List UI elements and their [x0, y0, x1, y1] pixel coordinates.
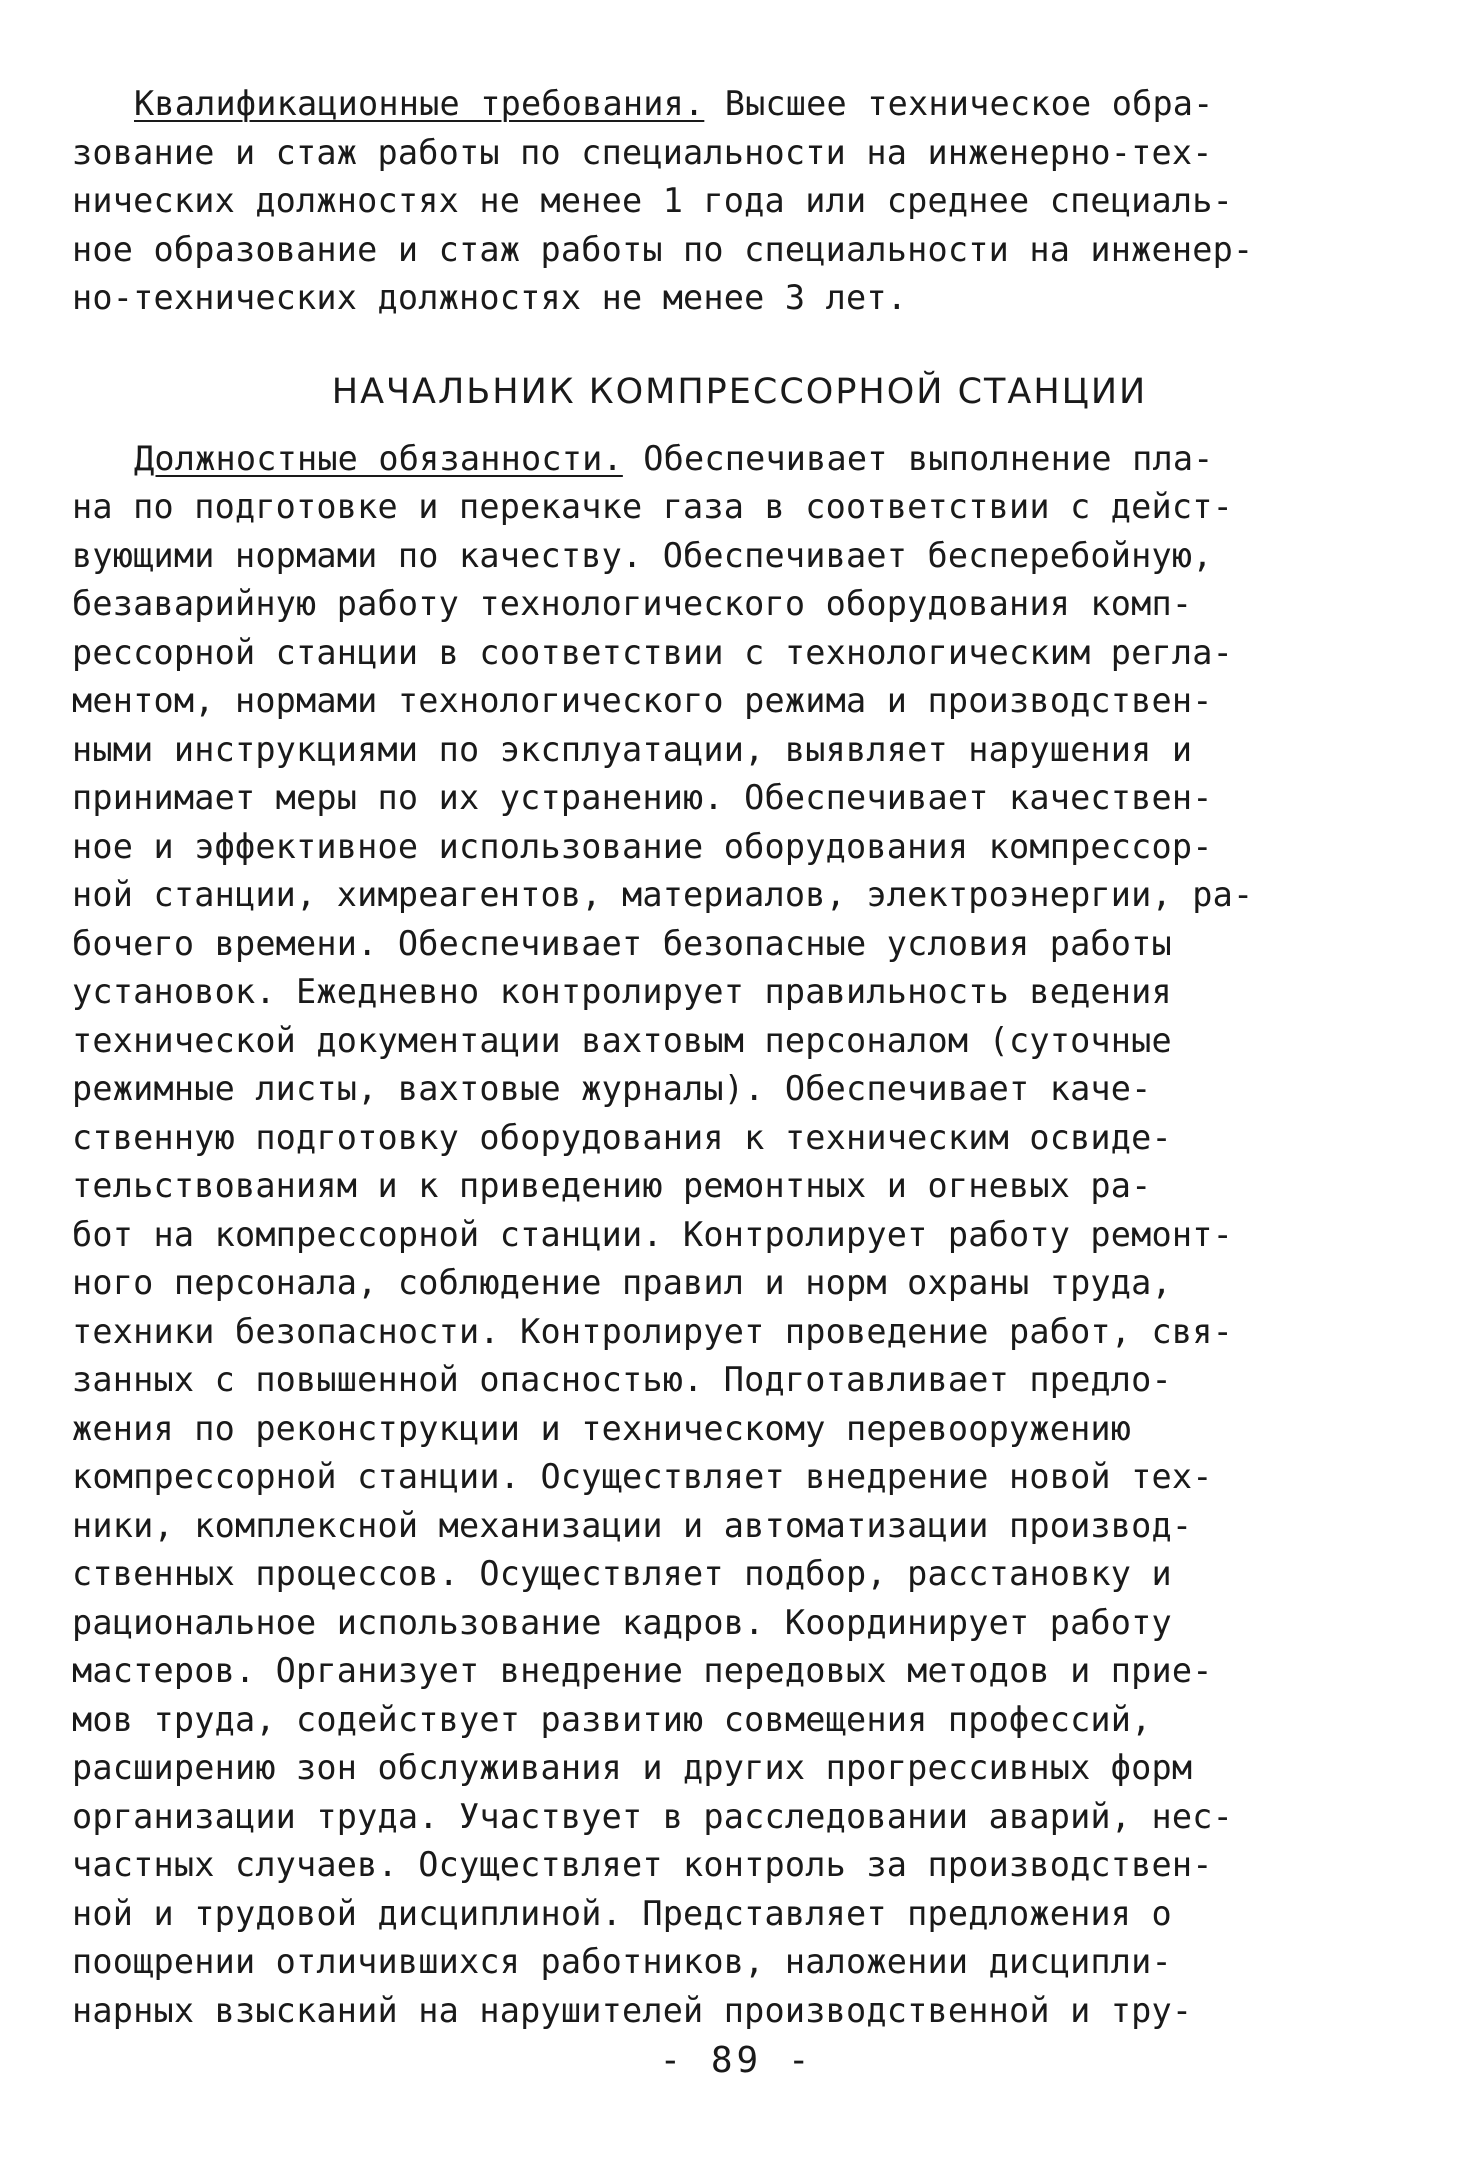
text-line: организации труда. Участвует в расследовании аварий, нес- [72, 1796, 1234, 1836]
text-line: тельствованиям и к приведению ремонтных и огневых ра- [72, 1166, 1152, 1205]
text-line: безаварийную работу технологического оборудования комп- [72, 584, 1193, 623]
text-line: ственных процессов. Осуществляет подбор, расстановку и [72, 1554, 1172, 1593]
text-line: на по подготовке и перекачке газа в соответствии с дейст- [72, 487, 1234, 526]
text-line: принимает меры по их устранению. Обеспечивает качествен- [72, 778, 1213, 817]
duties-paragraph [72, 435, 1407, 2036]
text-line: технической документации вахтовым персоналом (суточные [72, 1020, 1172, 1060]
text-line: рессорной станции в соответствии с технологическим регла- [72, 632, 1234, 672]
text-line: бот на компрессорной станции. Контролирует работу ремонт- [72, 1214, 1234, 1254]
section-heading: НАЧАЛЬНИК КОМПРЕССОРНОЙ СТАНЦИИ [331, 371, 1148, 412]
text-line: ной станции, химреагентов, материалов, электроэнергии, ра- [72, 875, 1254, 914]
text-line: техники безопасности. Контролирует проведение работ, свя- [72, 1311, 1234, 1351]
page-number: - 89 - [659, 2040, 814, 2081]
text-line: установок. Ежедневно контролирует правильность ведения [72, 972, 1172, 1011]
text-line: занных с повышенной опасностью. Подготавливает предло- [72, 1360, 1172, 1399]
text-line: поощрении отличившихся работников, наложении дисципли- [72, 1942, 1172, 1981]
text-line: бочего времени. Обеспечивает безопасные условия работы [72, 923, 1172, 963]
qualification-paragraph [72, 80, 1407, 323]
text-line: нических должностях не менее 1 года или среднее специаль- [72, 181, 1234, 220]
text-line: ное образование и стаж работы по специальности на инженер- [72, 229, 1254, 269]
first-line-rest: Обеспечивает выполнение пла- [622, 438, 1214, 478]
first-line-rest: Высшее техническое обра- [704, 84, 1214, 123]
text-line: компрессорной станции. Осуществляет внедрение новой тех- [72, 1457, 1213, 1496]
text-line: но-технических должностях не менее 3 лет. [72, 278, 908, 317]
text-line: зование и стаж работы по специальности на инженерно-тех- [72, 132, 1213, 172]
text-line: жения по реконструкции и техническому перевооружению [72, 1408, 1132, 1448]
text-line: частных случаев. Осуществляет контроль за производствен- [72, 1845, 1213, 1884]
text-line: расширению зон обслуживания и других прогрессивных форм [72, 1748, 1193, 1787]
qualification-label: Квалификационные требования. [134, 84, 705, 123]
text-line [72, 80, 1407, 129]
text-line: нарных взысканий на нарушителей производственной и тру- [72, 1990, 1193, 2030]
text-line: ственную подготовку оборудования к техническим освиде- [72, 1117, 1172, 1157]
text-line: мов труда, содействует развитию совмещения профессий, [72, 1699, 1152, 1739]
text-line: мастеров. Организует внедрение передовых методов и прие- [72, 1651, 1213, 1690]
text-line: ники, комплексной механизации и автоматизации производ- [72, 1505, 1193, 1545]
text-line: ное и эффективное использование оборудования компрессор- [72, 826, 1213, 866]
text-line [72, 435, 1407, 484]
text-line: ного персонала, соблюдение правил и норм охраны труда, [72, 1263, 1172, 1302]
text-line: вующими нормами по качеству. Обеспечивает бесперебойную, [72, 535, 1213, 575]
text-line: ными инструкциями по эксплуатации, выявляет нарушения и [72, 729, 1193, 769]
document-page [72, 80, 1407, 2035]
text-line: рациональное использование кадров. Координирует работу [72, 1602, 1172, 1642]
text-line: ной и трудовой дисциплиной. Представляет предложения о [72, 1893, 1172, 1933]
duties-label: Должностные обязанности. [134, 438, 623, 478]
text-line: режимные листы, вахтовые журналы). Обеспечивает каче- [72, 1069, 1152, 1108]
text-line: ментом, нормами технологического режима и производствен- [72, 681, 1213, 720]
